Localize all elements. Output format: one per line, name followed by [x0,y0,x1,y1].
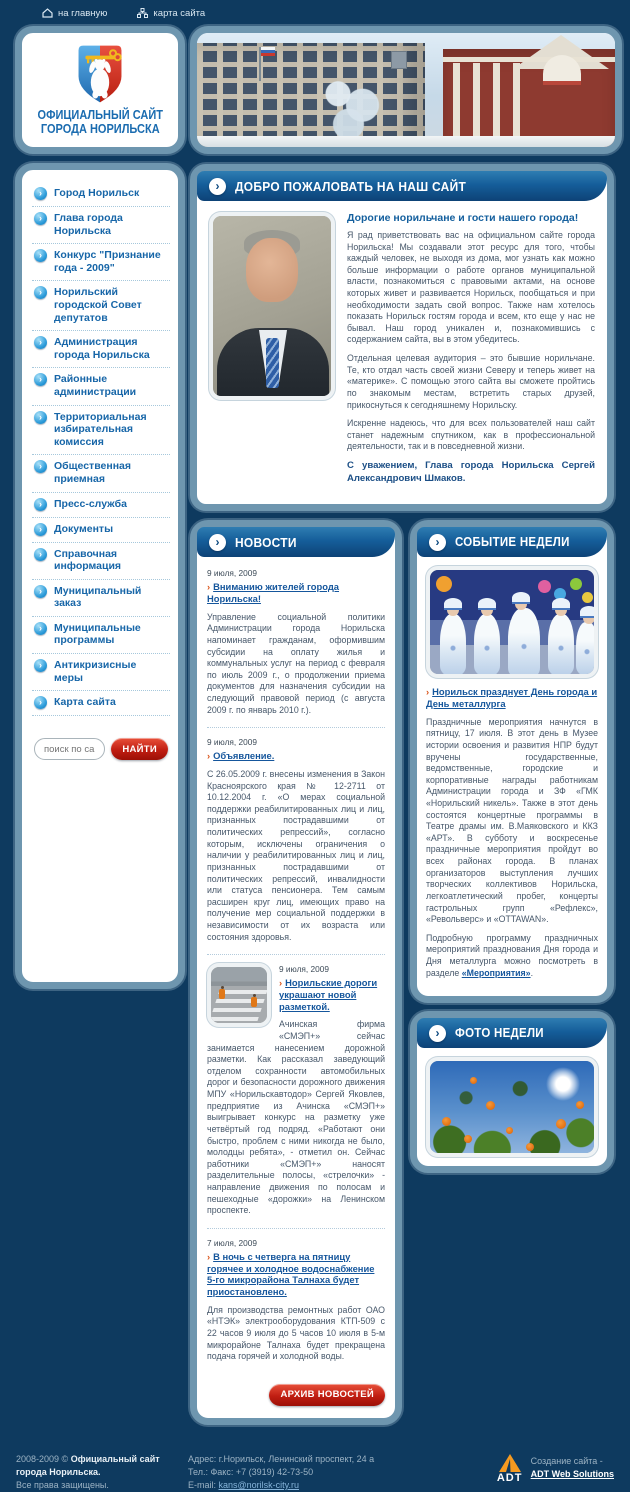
sidebar-item-label: Город Норильск [54,187,140,199]
news-item-3 [207,954,385,1228]
topbar-link-home[interactable] [42,8,107,19]
sidebar-item-antikrizisnye-mery[interactable] [32,654,170,691]
news-date: 9 июля, 2009 [207,568,257,579]
sidebar-item-label: Общественная приемная [54,460,132,485]
news-text: Ачинская фирма «СМЭП+» сейчас занимается нанесением дорожной разметки. Как рассказал заведующий отделом сохранности автомобильных дорог и безопасности дорожного движения МПУ «Норильскавтодор» Сергей Яковлев, предприятие из Ачинска «СМЭП+» выигрывает конкурс на разметку уже четвёртый год подряд. «Работают они быстро, проблем с ними никогда не было, молодцы ребята», - отметил он. Сейчас работники «СМЭП+» наносят разделительные полосы, «стрелочки» - направление движения по полосам и пешеходные «дорожки» на Ленинском проспекте. [207,1019,385,1216]
sidebar-menu [15,163,185,989]
mayor-signature: С уважением, Глава города Норильска Сергей Александрович Шмаков. [347,459,595,484]
search-button[interactable]: НАЙТИ [111,738,168,760]
welcome-paragraph-1: Я рад приветствовать вас на официальном сайте города Норильска! Мы создавали этот ресурс для того, чтобы каждый человек, не выходя из дома, мог узнать как можно больше информации о работе органов муниципальной власти, познакомиться с правовыми актами, на основе которых живет и развивается Норильск, пообщаться и при необходимости задать свой вопрос. Также нам хотелось показать Норильск гостям города и всем, кто еще у нас не бывал. Наш город уникален и, познакомившись с содержанием сайта, вы в этом убедитесь. [347,230,595,345]
arrow-bullet-icon: › [34,187,47,200]
sun [546,1067,580,1101]
welcome-section [190,164,614,511]
sitemap-icon [137,8,148,18]
sidebar-item-municipalnyi-zakaz[interactable] [32,580,170,617]
arrow-bullet-icon: › [34,249,47,262]
orange-arrow-icon: › [279,977,283,989]
sidebar-item-glava-goroda[interactable] [32,207,170,244]
welcome-header [197,171,607,201]
arrow-circle-icon: › [429,1025,446,1042]
arrow-bullet-icon: › [34,336,47,349]
russian-flag [261,47,275,56]
adt-logo: ADT [497,1453,523,1484]
news-title: НОВОСТИ [235,534,297,550]
administration-building [197,43,425,147]
sidebar-item-label: Норильский городской Совет депутатов [54,286,142,324]
topbar-link-sitemap[interactable] [137,8,205,19]
arrow-circle-icon: › [209,178,226,195]
sidebar-item-rayonnye-administracii[interactable] [32,368,170,405]
event-header [417,527,607,557]
search-input[interactable] [34,738,105,760]
norilsk-coat-of-arms-icon [77,44,123,104]
arrow-bullet-icon: › [34,696,47,709]
photo-week-header [417,1018,607,1048]
sidebar-item-administraciya[interactable] [32,331,170,368]
arrow-bullet-icon: › [34,622,47,635]
photo-week-title: ФОТО НЕДЕЛИ [455,1026,544,1041]
site-title-line2: ГОРОДА НОРИЛЬСКА [40,122,160,136]
header-photo [190,26,622,154]
site-search [32,738,170,760]
news-text: С 26.05.2009 г. внесены изменения в Закон Красноярского края № 12-2711 от 10.12.2004 г. «О мерах социальной поддержки реабилитированных лиц и лиц, признанных пострадавшими от политических репрессий», согласно которым, исключены ограничения о наличии у реабилитированных лиц и лиц, признанных пострадавшими от политических репрессий, инвалидности или статуса пенсионера. Тем самым расширен круг лиц, имеющих право на получение мер социальной поддержки в независимости от их возраста или состояния здоровья. [207,769,385,942]
sidebar-item-label: Районные администрации [54,373,137,398]
news-link-road-marking[interactable]: › Норильские дороги украшают новой разметкой. [279,977,378,1012]
footer-credit [497,1453,614,1484]
sidebar-item-label: Администрация города Норильска [54,336,150,361]
city-day-celebration-photo[interactable] [426,566,598,678]
news-header [197,527,395,557]
topbar [0,0,630,26]
news-date: 9 июля, 2009 [207,737,257,748]
footer-rights: Все права защищены. [16,1479,109,1490]
welcome-paragraph-3: Искренне надеюсь, что для всех пользователей наш сайт станет надежным спутником, как в профессиональной деятельности, так и в повседневной жизни. [347,418,595,452]
sidebar-item-label: Карта сайта [54,696,116,709]
news-section [190,520,402,1425]
news-date: 9 июля, 2009 [279,964,329,975]
welcome-paragraph-2: Отдельная целевая аудитория – это бывшие норильчане. Те, кто отдал часть своей жизни Северу и теперь живет на «материке». С помощью этого сайта вы сможете пройтись по знакомым местам, встретить старых друзей, прикоснуться к сегодняшнему Норильску. [347,353,595,410]
news-text: Управление социальной политики Администрации города Норильска напоминает гражданам, оформившим субсидии на оплату жилья и коммунальных услуг на период с февраля по июль 2009 г., о продолжении приема документов для назначения субсидии на следующий правовой период (с августа 2009 г. по январь 2010 г.). [207,611,385,715]
news-item-4 [207,1228,385,1374]
news-link-subsidies[interactable]: › Вниманию жителей города Норильска! [207,581,340,605]
events-section-link[interactable]: «Мероприятия» [461,967,531,978]
news-text: Для производства ремонтных работ ОАО «НТЭК» электрооборудования КТП-509 с 22 часов 9 июля до 5 часов 10 июля в 5-м микрорайоне Талнаха будет прекращена подача горячей и холодной воды. [207,1304,385,1362]
road-marking-thumbnail[interactable] [207,963,271,1027]
arrow-circle-icon: › [429,534,446,551]
event-of-week-section [410,520,614,1003]
news-date: 7 июля, 2009 [207,1237,257,1248]
home-icon [42,8,53,18]
news-link-announcement[interactable]: › Объявление. [207,750,275,762]
photo-of-week-section [410,1011,614,1173]
sidebar-item-izbirkom[interactable] [32,406,170,456]
arrow-bullet-icon: › [34,212,47,225]
news-link-water-supply[interactable]: › В ночь с четверга на пятницу горячее и холодное водоснабжение 5-го микрорайона Талнаха будет приостановлено. [207,1250,375,1298]
sidebar-item-label: Справочная информация [54,547,122,573]
welcome-title: ДОБРО ПОЖАЛОВАТЬ НА НАШ САЙТ [235,178,467,194]
sidebar-item-label: Территориальная избирательная комиссия [54,410,147,448]
sidebar-item-press-sluzhba[interactable] [32,493,170,518]
arrow-bullet-icon: › [34,373,47,386]
sidebar-item-label: Муниципальные программы [54,621,141,647]
news-item-2 [207,727,385,954]
footer-contacts: Адрес: г.Норильск, Ленинский проспект, 24 а Тел.: Факс: +7 (3919) 42-73-50 E-mail: kans@norilsk-city.ru [188,1453,497,1492]
credit-prefix: Создание сайта - [530,1456,603,1467]
adt-web-solutions-link[interactable]: ADT Web Solutions [530,1469,614,1480]
event-title: СОБЫТИЕ НЕДЕЛИ [455,535,570,550]
footer-address: Адрес: г.Норильск, Ленинский проспект, 24 а [188,1453,375,1464]
sidebar-item-label: Конкурс "Признание года - 2009" [54,249,161,274]
event-more-text: Подробную программу праздничных мероприятий празднования Дня города и Дня металлурга можно посмотреть в разделе «Мероприятия». [426,932,598,978]
site-title-line1: ОФИЦИАЛЬНЫЙ САЙТ [37,108,163,122]
adt-logo-icon [497,1453,523,1473]
topbar-sitemap-label: карта сайта [153,7,206,19]
sidebar-item-label: Глава города Норильска [54,212,123,237]
arrow-bullet-icon: › [34,585,47,598]
footer-copyright: 2008-2009 © Официальный сайт города Норильска. Все права защищены. [16,1453,160,1490]
arrow-bullet-icon: › [34,548,47,561]
sidebar-item-sovet-deputatov[interactable] [32,281,170,331]
event-link-city-day[interactable]: › Норильск празднует День города и День металлурга [426,686,598,710]
flowers-photo[interactable] [426,1057,598,1157]
orange-arrow-icon: › [207,750,211,762]
news-archive-button[interactable]: АРХИВ НОВОСТЕЙ [269,1384,385,1406]
arrow-bullet-icon: › [34,460,47,473]
city-buildings-photo [197,33,615,147]
orange-arrow-icon: › [207,1250,211,1262]
sidebar-nav [32,182,170,716]
sidebar-item-karta-sayta[interactable] [32,691,170,716]
orange-arrow-icon: › [207,581,211,593]
arrow-bullet-icon: › [34,659,47,672]
topbar-home-label: на главную [58,7,108,19]
event-text: Праздничные мероприятия начнутся в пятницу, 17 июля. В этот день в Музее истории освоения и развития НПР будут вручены государственные, ведомственные, городские и корпоративные награды работникам Администрации города и ЗФ «ГМК «Норильский никель». Также в этот день состоятся концертные программы в Театре драмы им. В.Маяковского и ККЗ «АРТ». В субботу и воскресенье праздничные мероприятия пройдут во всех районах города. В планах организаторов выступления лучших творческих коллективов Норильска, легкоатлетический пробег, концерты гастрольных групп «Рефлекс», «Револьверс» и «OTTAWAN». [426,716,598,925]
site-logo[interactable] [15,26,185,154]
arrow-bullet-icon: › [34,498,47,511]
sidebar-item-gorod-norilsk[interactable] [32,182,170,207]
sidebar-item-municipalnye-programmy[interactable] [32,617,170,654]
arrow-bullet-icon: › [34,523,47,536]
site-title [37,108,162,136]
theater-building [443,49,615,147]
sidebar-item-label: Пресс-служба [54,497,127,510]
welcome-greeting: Дорогие норильчане и гости нашего города! [347,212,579,224]
news-item-1 [207,565,385,727]
sidebar-item-spravochnaya[interactable] [32,543,170,580]
sidebar-item-label: Антикризисные меры [54,659,137,684]
sidebar-item-konkurs[interactable] [32,244,170,281]
footer-phone: Тел.: Факс: +7 (3919) 42-73-50 [188,1466,314,1477]
sidebar-item-label: Муниципальный заказ [54,584,142,610]
sidebar-item-obshchestvennaya-priemnaya[interactable] [32,455,170,492]
footer-email-link[interactable]: kans@norilsk-city.ru [218,1479,300,1490]
arrow-bullet-icon: › [34,411,47,424]
orange-arrow-icon: › [426,686,430,698]
arrow-bullet-icon: › [34,286,47,299]
mayor-photo [209,212,335,400]
arrow-circle-icon: › [209,534,226,551]
footer [0,1439,630,1492]
main-content [190,26,614,1425]
sidebar-item-label: Документы [54,522,114,535]
sidebar-item-dokumenty[interactable] [32,518,170,543]
sidebar [15,26,185,1425]
